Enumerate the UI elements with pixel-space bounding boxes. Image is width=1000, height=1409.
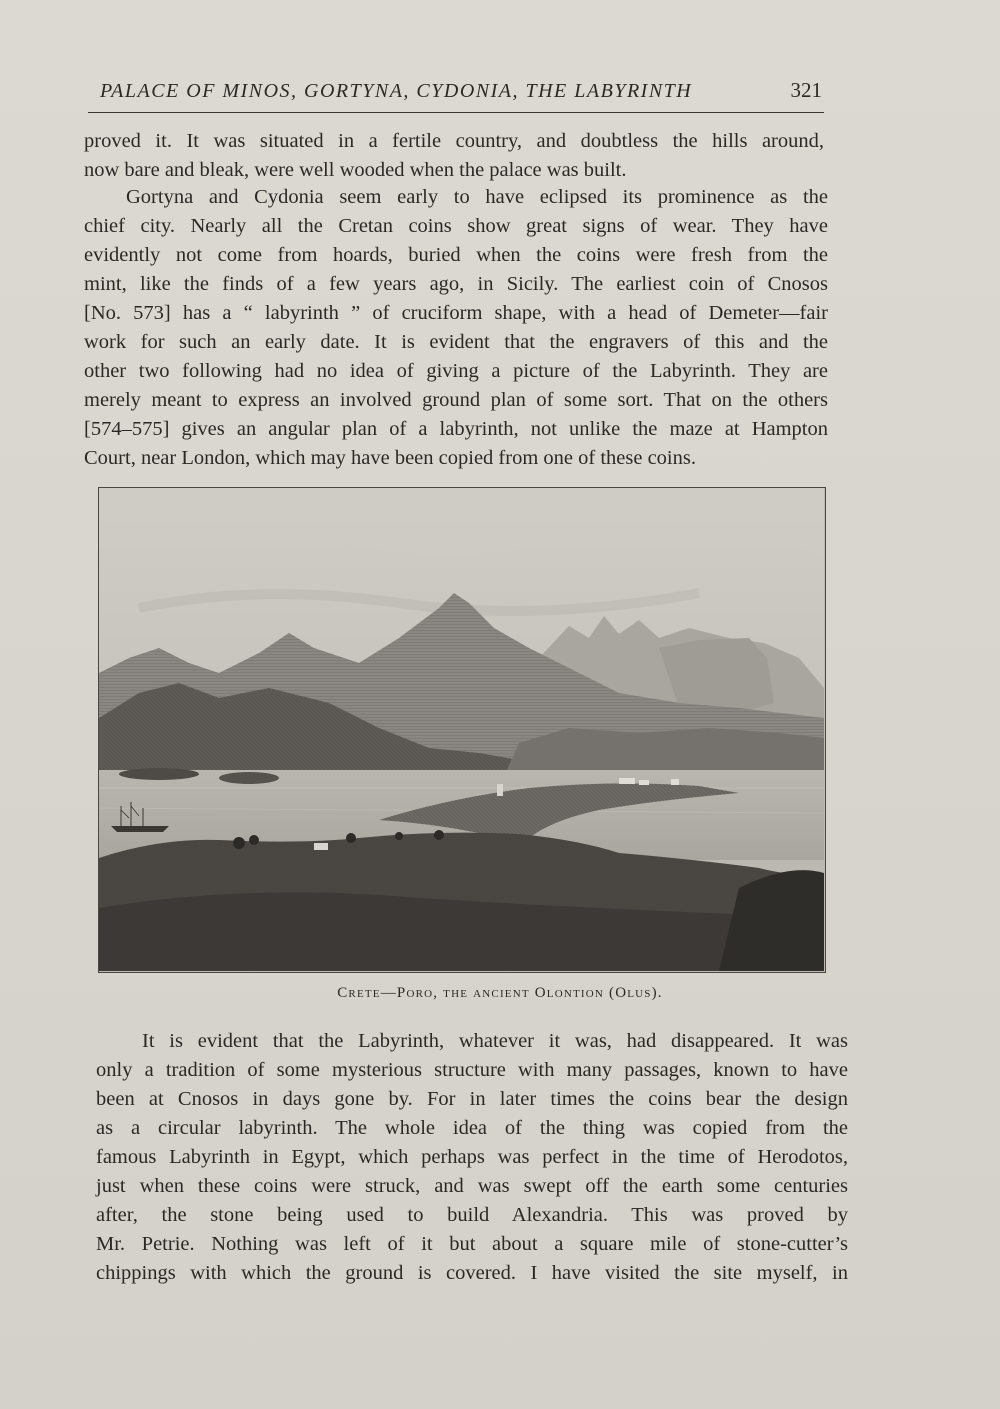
paragraph-3 [96,1027,848,1288]
text-line: now bare and bleak, were well wooded when the palace was built. [84,159,627,181]
text-line: Mr. Petrie. Nothing was left of it but about a square mile of stone-cutter’s [96,1233,848,1255]
text-line: chief city. Nearly all the Cretan coins show great signs of wear. They have [84,215,828,237]
text-line: mint, like the finds of a few years ago, in Sicily. The earliest coin of Cnosos [84,273,828,295]
text-line: after, the stone being used to build Alexandria. This was proved by [96,1204,848,1226]
text-line: as a circular labyrinth. The whole idea of the thing was copied from the [96,1117,848,1139]
paragraph-1 [84,127,824,185]
text-line: famous Labyrinth in Egypt, which perhaps was perfect in the time of Herodotos, [96,1146,848,1168]
text-line: other two following had no idea of giving a picture of the Labyrinth. They are [84,360,828,382]
paragraph-2 [84,183,828,473]
text-line: Court, near London, which may have been copied from one of these coins. [84,447,696,469]
text-line: been at Cnosos in days gone by. For in later times the coins bear the design [96,1088,848,1110]
text-line: Gortyna and Cydonia seem early to have eclipsed its prominence as the [126,186,828,208]
landscape-engraving [98,487,826,973]
text-line: [No. 573] has a “ labyrinth ” of cruciform shape, with a head of Demeter—fair [84,302,828,324]
text-line: just when these coins were struck, and was swept off the earth some centuries [96,1175,848,1197]
figure-caption: Crete—Poro, the ancient Olontion (Olus). [337,985,663,1001]
text-line: only a tradition of some mysterious structure with many passages, known to have [96,1059,848,1081]
text-line: It is evident that the Labyrinth, whatever it was, had disappeared. It was [142,1030,848,1052]
page-header [88,72,824,113]
engraving-illustration [99,488,824,971]
running-head: PALACE OF MINOS, GORTYNA, CYDONIA, THE LABYRINTH [100,80,693,102]
page-number: 321 [790,78,822,102]
text-line: work for such an early date. It is evident that the engravers of this and the [84,331,828,353]
text-line: evidently not come from hoards, buried when the coins were fresh from the [84,244,828,266]
text-line: merely meant to express an involved ground plan of some sort. That on the others [84,389,828,411]
text-line: chippings with which the ground is covered. I have visited the site myself, in [96,1262,848,1284]
text-line: [574–575] gives an angular plan of a labyrinth, not unlike the maze at Hampton [84,418,828,440]
text-line: proved it. It was situated in a fertile country, and doubtless the hills around, [84,130,824,152]
